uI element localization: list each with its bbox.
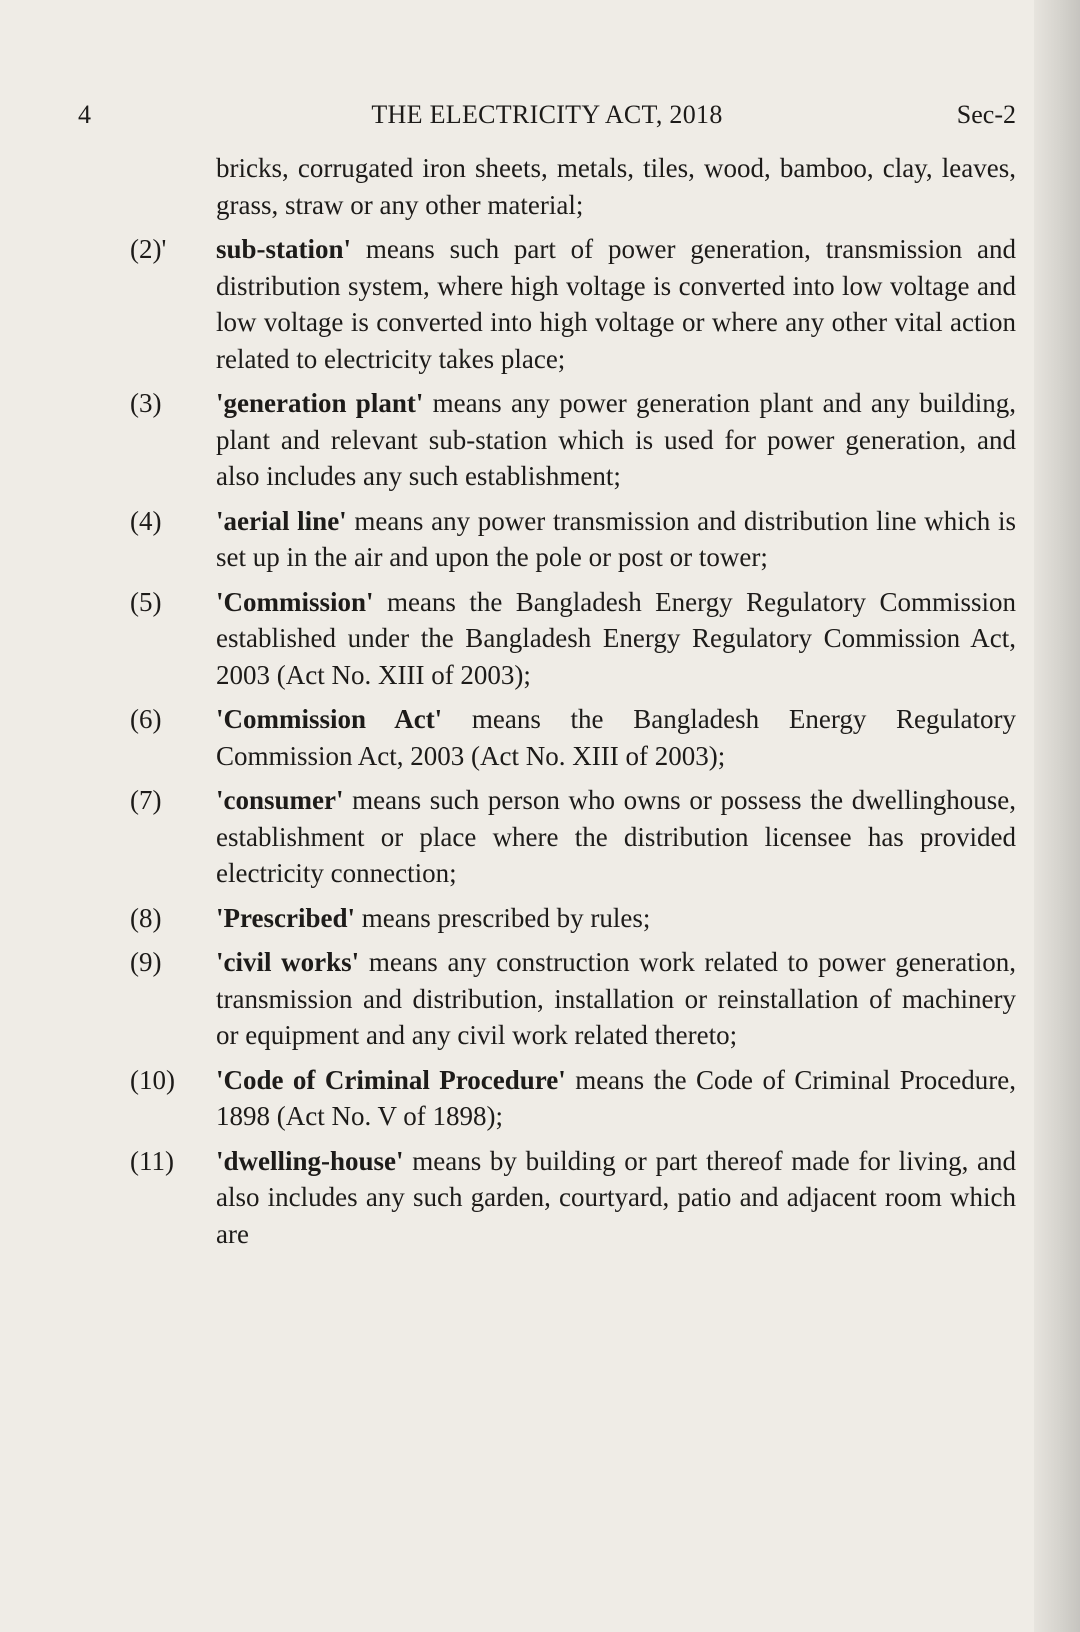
definition-text: means any power transmission and distribution line which is set up in the air and upon the pole or post or tower; (216, 505, 1016, 572)
definition-item (130, 385, 1016, 495)
definition-text: means by building or part thereof made for living, and also includes any such garden, courtyard, patio and adjacent room which are (216, 1145, 1016, 1249)
definition-item (130, 1062, 1016, 1135)
definition-term: 'aerial line' (216, 505, 347, 536)
definition-item (130, 701, 1016, 774)
definition-list (130, 231, 1016, 1252)
definition-term: 'Code of Criminal Procedure' (216, 1064, 566, 1095)
definition-term: 'generation plant' (216, 388, 424, 418)
running-title: THE ELECTRICITY ACT, 2018 (371, 100, 723, 129)
definition-number: (5) (130, 586, 162, 617)
definition-term: 'Commission' (216, 586, 374, 617)
definition-term: sub-station' (216, 234, 352, 264)
definitions-body (130, 150, 1016, 1260)
page-number: 4 (78, 100, 91, 129)
definition-term: 'civil works' (216, 947, 360, 977)
definition-term: 'Prescribed' (216, 902, 355, 933)
definition-item (130, 900, 1016, 937)
page-edge-shadow (1034, 0, 1080, 1632)
definition-number: (6) (130, 704, 162, 734)
definition-text: means such person who owns or possess the dwellinghouse, establishment or place where the distribution licensee has provided electricity connection; (216, 785, 1016, 888)
definition-item (130, 1143, 1016, 1253)
definition-term: 'Commission Act' (216, 704, 443, 734)
definition-number: (4) (130, 505, 162, 536)
definition-text: means any power generation plant and any building, plant and relevant sub-station which is used for power generation, and also includes any such establishment; (216, 388, 1016, 491)
definition-number: (8) (130, 902, 162, 933)
definition-text: means the Bangladesh Energy Regulatory Commission established under the Bangladesh Energy Regulatory Commission Act, 2003 (Act No. XIII of 2003); (216, 586, 1016, 690)
definition-number: (7) (130, 785, 162, 815)
definition-item (130, 944, 1016, 1054)
definition-item (130, 584, 1016, 694)
definition-term: 'consumer' (216, 785, 344, 815)
definition-term: 'dwelling-house' (216, 1145, 404, 1176)
definition-number: (3) (130, 388, 162, 418)
definition-text: means any construction work related to power generation, transmission and distribution, installation or reinstallation of machinery or equipment and any civil work related thereto; (216, 947, 1017, 1050)
definition-text: means such part of power generation, transmission and distribution system, where high voltage is converted into low voltage and low voltage is converted into high voltage or where any other vital action related to electricity takes place; (216, 234, 1016, 374)
definition-text: means prescribed by rules; (354, 902, 651, 933)
definition-number: (9) (130, 947, 162, 977)
section-label: Sec-2 (956, 100, 1016, 129)
definition-item (130, 231, 1016, 377)
continuation-text: bricks, corrugated iron sheets, metals, tiles, wood, bamboo, clay, leaves, grass, straw or any other material; (216, 153, 1016, 220)
definition-item (130, 503, 1016, 576)
definition-text: means the Code of Criminal Procedure, 1898 (Act No. V of 1898); (216, 1064, 1016, 1131)
definition-item (130, 782, 1016, 892)
definition-number: (11) (130, 1145, 174, 1176)
page-header (78, 100, 1016, 134)
definition-text: means the Bangladesh Energy Regulatory Commission Act, 2003 (Act No. XIII of 2003); (216, 704, 1016, 771)
definition-number: (10) (130, 1064, 175, 1095)
definition-number: (2)' (130, 234, 167, 264)
